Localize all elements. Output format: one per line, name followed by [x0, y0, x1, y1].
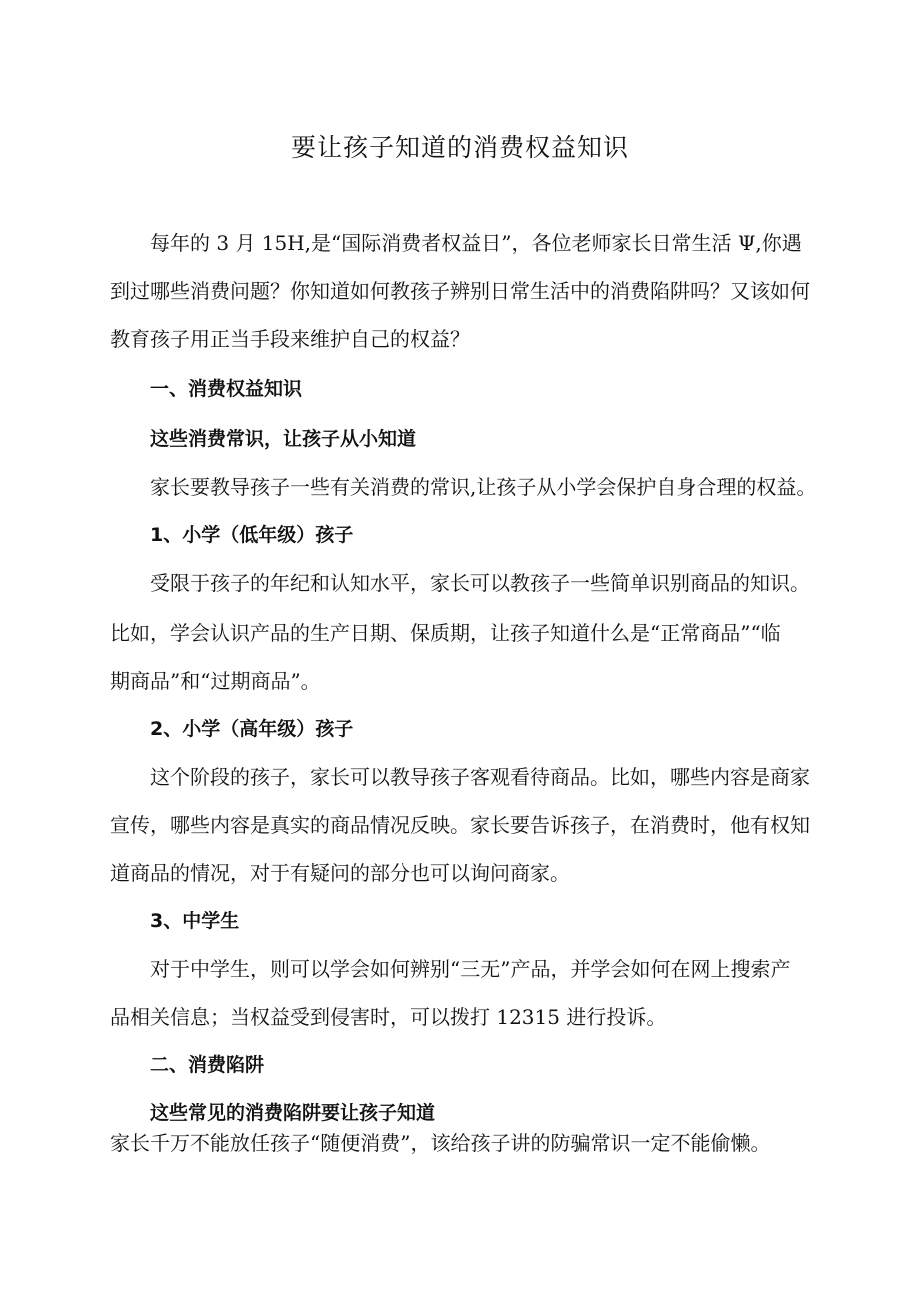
item-1-line-1: 受限于孩子的年纪和认知水平，家长可以教孩子一些简单识别商品的知识。 [150, 571, 810, 595]
item-2-line-2: 宣传，哪些内容是真实的商品情况反映。家长要告诉孩子，在消费时，他有权知 [110, 813, 810, 837]
item-2-line-1: 这个阶段的孩子，家长可以教导孩子客观看待商品。比如，哪些内容是商家 [150, 765, 810, 789]
item-3-heading: 3、中学生 [150, 910, 240, 932]
item-3-line-2: 品相关信息；当权益受到侵害时，可以拨打 12315 进行投诉。 [110, 1005, 667, 1029]
intro-line-1: 每年的 3 月 15H,是“国际消费者权益日”，各位老师家长日常生活 Ψ,你遇 [150, 231, 802, 255]
section-2-heading: 二、消费陷阱 [150, 1054, 265, 1076]
section-1-heading: 一、消费权益知识 [150, 378, 303, 400]
document-title: 要让孩子知道的消费权益知识 [290, 133, 629, 162]
section-1-paragraph: 家长要教导孩子一些有关消费的常识,让孩子从小学会保护自身合理的权益。 [150, 475, 817, 499]
intro-line-2: 到过哪些消费问题？你知道如何教孩子辨别日常生活中的消费陷阱吗？又该如何 [110, 279, 810, 303]
item-1-line-2: 比如，学会认识产品的生产日期、保质期，让孩子知道什么是“正常商品”“临 [110, 621, 781, 645]
item-2-heading: 2、小学（高年级）孩子 [150, 718, 354, 740]
item-2-line-3: 道商品的情况，对于有疑问的部分也可以询问商家。 [110, 861, 570, 885]
item-1-line-3: 期商品”和“过期商品”。 [110, 669, 321, 693]
section-2-paragraph: 家长千万不能放任孩子“随便消费”，该给孩子讲的防骗常识一定不能偷懒。 [110, 1131, 771, 1155]
section-2-subheading: 这些常见的消费陷阱要让孩子知道 [150, 1102, 436, 1124]
intro-line-3: 教育孩子用正当手段来维护自己的权益？ [110, 327, 470, 351]
item-3-line-1: 对于中学生，则可以学会如何辨别“三无”产品，并学会如何在网上搜索产 [150, 957, 791, 981]
section-1-subheading: 这些消费常识，让孩子从小知道 [150, 428, 417, 450]
item-1-heading: 1、小学（低年级）孩子 [150, 524, 354, 546]
